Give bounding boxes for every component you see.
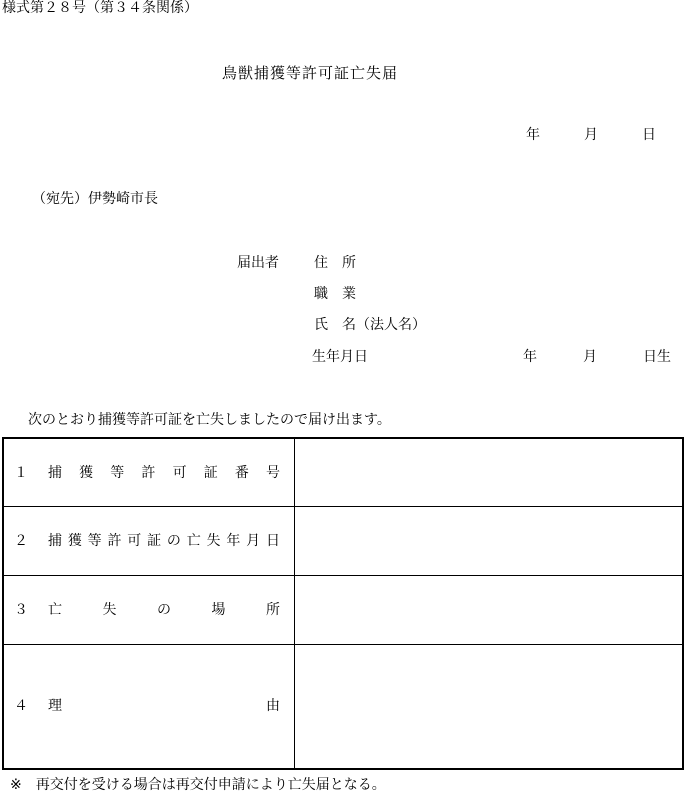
label-char: 所 [266, 601, 280, 618]
label-char: 失 [206, 532, 221, 549]
label-char: の [166, 532, 181, 549]
row-label [14, 601, 280, 619]
row-label-text [48, 532, 280, 550]
address-label: 住 所 [314, 255, 356, 271]
label-char: 許 [107, 532, 122, 549]
row-label-text [48, 464, 280, 482]
label-char: 号 [265, 464, 280, 481]
row-number: １ [14, 464, 28, 481]
reason-field[interactable] [295, 644, 682, 768]
label-char: 証 [147, 532, 162, 549]
label-char: 亡 [48, 601, 62, 618]
date-day: 日 [642, 127, 656, 143]
permit-number-field[interactable] [295, 439, 682, 506]
birthdate-fields [523, 348, 671, 366]
label-char: 獲 [79, 464, 94, 481]
label-char: 許 [141, 464, 156, 481]
label-char: 年 [226, 532, 241, 549]
footnote: ※ 再交付を受ける場合は再交付申請により亡失届となる。 [10, 777, 386, 793]
label-char: 証 [203, 464, 218, 481]
label-char: 等 [110, 464, 125, 481]
label-char: 等 [87, 532, 102, 549]
label-char: 理 [48, 698, 62, 714]
row-number: ４ [14, 698, 28, 714]
applicant-label: 届出者 [237, 255, 279, 271]
label-char: 場 [211, 601, 226, 618]
label-char: 由 [266, 698, 280, 714]
occupation-label: 職 業 [314, 286, 356, 302]
page-title: 鳥獣捕獲等許可証亡失届 [222, 64, 399, 82]
label-char: 可 [127, 532, 142, 549]
birthdate-label: 生年月日 [312, 349, 368, 365]
label-char: 亡 [186, 532, 201, 549]
loss-place-field[interactable] [295, 575, 682, 644]
label-char: の [157, 601, 171, 618]
table-row [4, 575, 682, 645]
form-number: 様式第２８号（第３４条関係） [2, 0, 198, 16]
form-table [2, 437, 684, 770]
row-number: ２ [14, 532, 28, 549]
row-label [14, 697, 280, 715]
table-row [4, 506, 682, 576]
row-label-text [48, 601, 280, 619]
birth-month: 月 [583, 349, 597, 365]
name-label: 氏 名（法人名） [314, 317, 426, 333]
date-month: 月 [584, 127, 598, 143]
submission-date [526, 126, 656, 144]
addressee: （宛先）伊勢崎市長 [32, 191, 158, 207]
label-char: 捕 [48, 464, 62, 481]
birth-year: 年 [523, 349, 537, 365]
statement: 次のとおり捕獲等許可証を亡失しましたので届け出ます。 [28, 412, 391, 428]
row-label [14, 464, 280, 482]
birth-day: 日生 [643, 349, 671, 365]
table-row [4, 439, 682, 507]
label-char: 番 [234, 464, 249, 481]
row-number: ３ [14, 601, 28, 618]
loss-date-field[interactable] [295, 506, 682, 575]
row-label [14, 532, 280, 550]
date-year: 年 [526, 127, 540, 143]
label-char: 獲 [67, 532, 82, 549]
label-char: 月 [246, 532, 261, 549]
table-row [4, 644, 682, 768]
row-label-text [48, 697, 280, 715]
label-char: 捕 [48, 532, 62, 549]
label-char: 失 [102, 601, 117, 618]
label-char: 日 [265, 532, 280, 549]
label-char: 可 [172, 464, 187, 481]
